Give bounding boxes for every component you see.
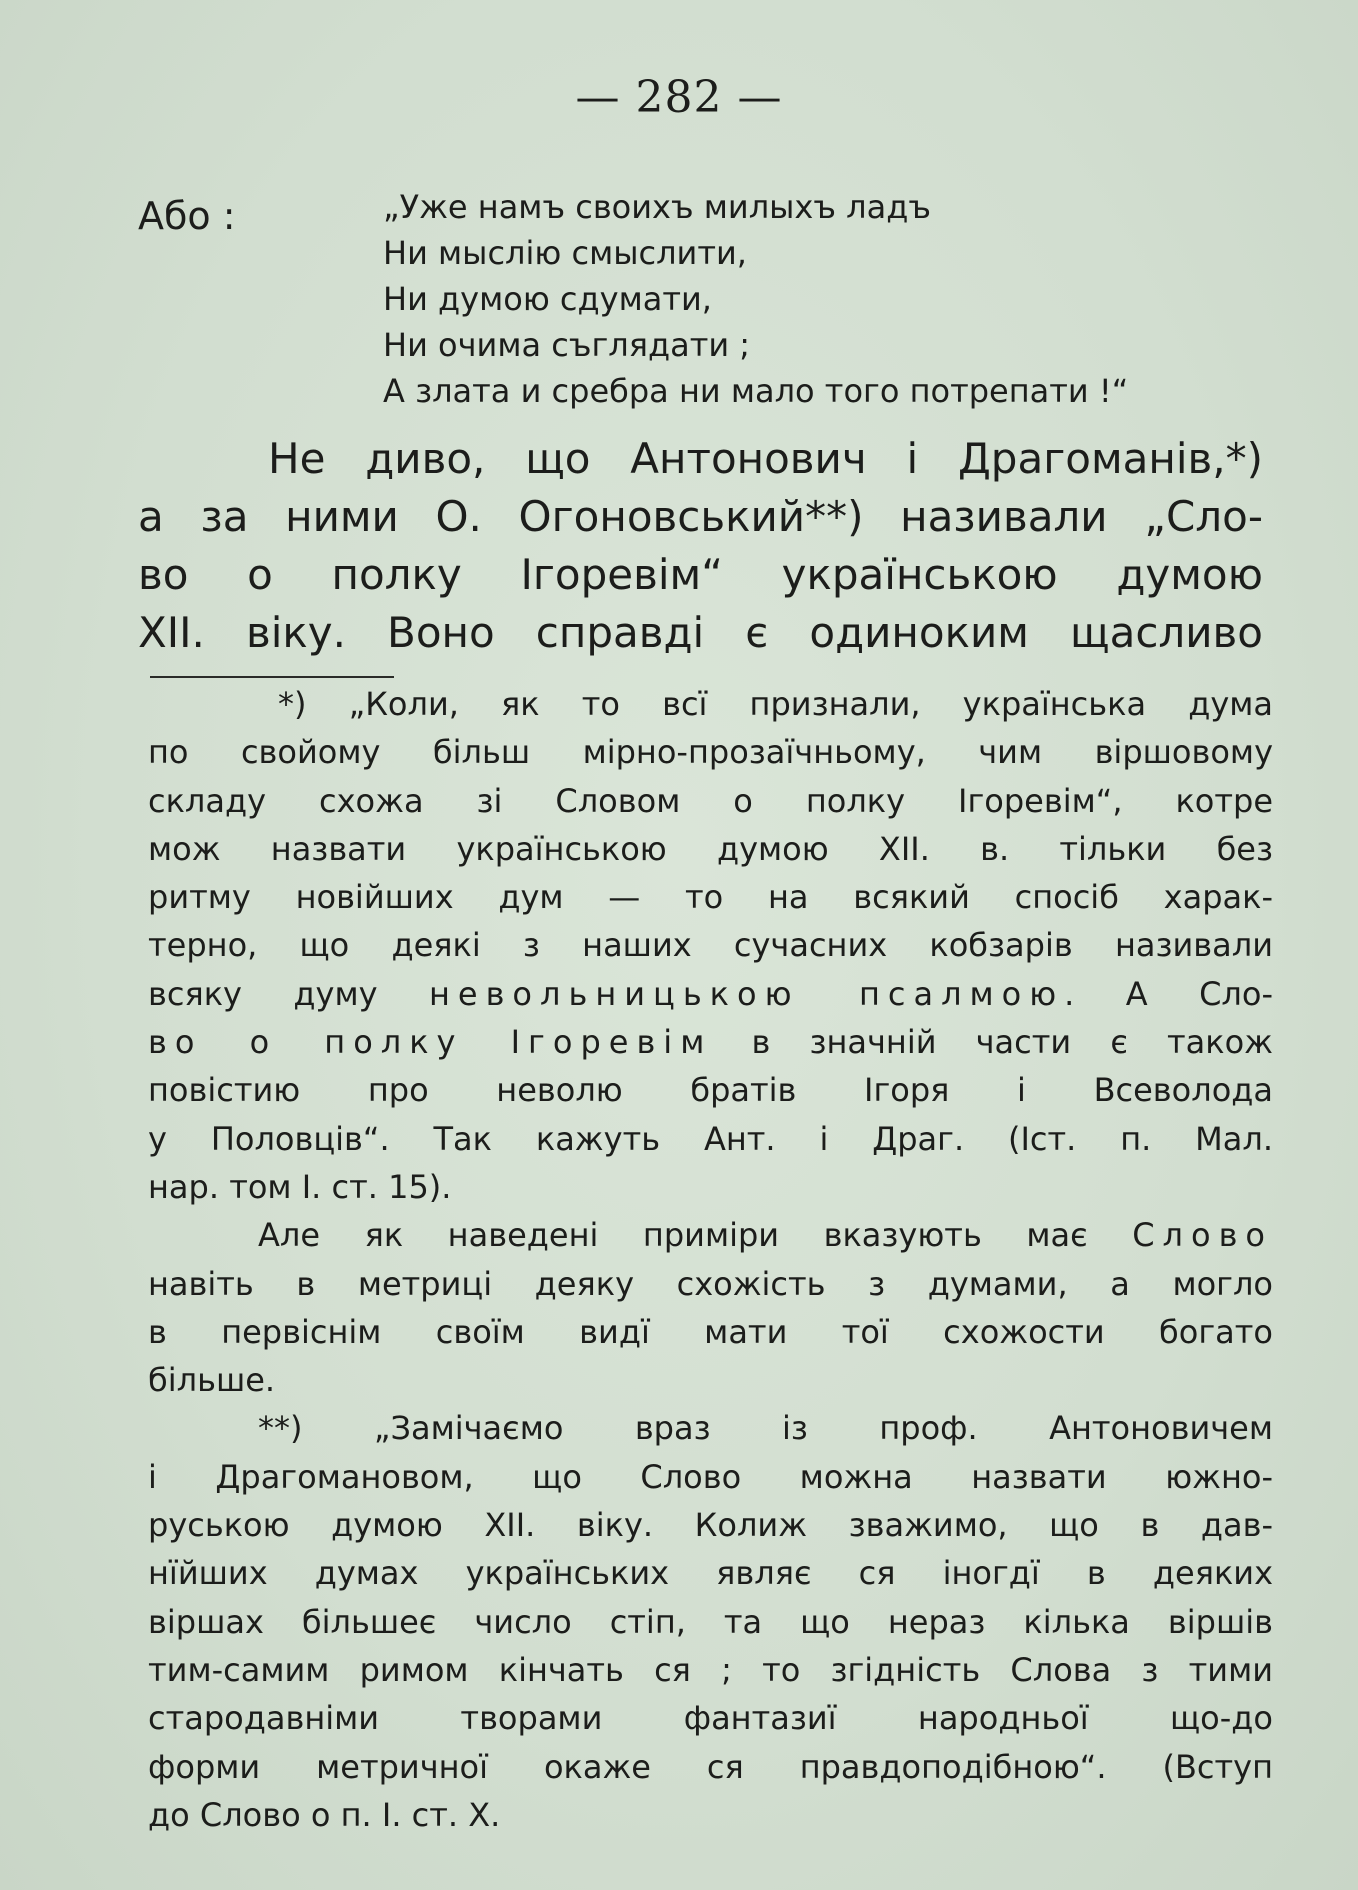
poem-label: Або : xyxy=(138,194,236,238)
footnote-line: мож назвати українською думою XII. в. тільки без xyxy=(148,829,1273,868)
footnote-line: ритму новійших дум — то на всякий спосіб харак- xyxy=(148,878,1273,917)
footnote-line: в первіснім своїм видї мати тої схожости богато xyxy=(148,1312,1273,1351)
poem-line: А злата и сребра ни мало того потрепати !“ xyxy=(383,372,1129,410)
footnote-line: по свойому більш мірно-прозаїчньому, чим віршовому xyxy=(148,733,1273,772)
footnote-text: Але як наведені приміри вказують має xyxy=(258,1216,1133,1255)
main-line: XII. віку. Воно справді є одиноким щасливо xyxy=(138,608,1263,657)
footnote-line xyxy=(148,1211,1273,1259)
footnote-line: тим-самим римом кінчать ся ; то згідність Слова з тими xyxy=(148,1650,1273,1689)
main-line: Не диво, що Антонович і Драгоманів,*) xyxy=(268,434,1263,483)
footnote-line: **) „Замічаємо враз із проф. Антоновичем xyxy=(258,1409,1273,1448)
footnote-line: терно, що деякі з наших сучасних кобзарів називали xyxy=(148,926,1273,965)
footnote-line: до Слово о п. І. ст. Х. xyxy=(148,1795,501,1834)
footnote-line: нар. том І. ст. 15). xyxy=(148,1167,452,1206)
footnote-emphasis: невольницькою псалмою xyxy=(428,974,1065,1013)
footnote-text: всяку думу xyxy=(148,974,429,1013)
main-line: а за ними О. Огоновський**) називали „Сло- xyxy=(138,492,1263,541)
poem-line: Ни мыслію смыслити, xyxy=(383,234,747,272)
footnote-emphasis: Слово xyxy=(1132,1216,1273,1255)
footnote-emphasis: во о полку Ігоревім xyxy=(148,1023,713,1062)
footnote-line: більше. xyxy=(148,1361,276,1400)
poem-quote xyxy=(383,184,1128,414)
footnote-line xyxy=(148,1018,1273,1066)
footnote-line: віршах більшеє число стіп, та що нераз кілька віршів xyxy=(148,1602,1273,1641)
footnote-line: у Половців“. Так кажуть Ант. і Драг. (Іст. п. Мал. xyxy=(148,1119,1273,1158)
main-paragraph xyxy=(138,430,1263,662)
footnote-text: . А Сло- xyxy=(1064,974,1273,1013)
footnote-line: *) „Коли, як то всї признали, українська дума xyxy=(278,685,1273,723)
footnote-text: в значній части є також xyxy=(712,1023,1274,1062)
footnote-line: стародавніми творами фантазиї народньої що-до xyxy=(148,1699,1273,1738)
poem-line: Ни очима съглядати ; xyxy=(383,326,751,364)
footnote-line: повістию про неволю братів Ігоря і Всеволода xyxy=(148,1071,1273,1110)
footnote-separator xyxy=(150,676,394,678)
footnote-line: складу схожа зі Словом о полку Ігоревім“, котре xyxy=(148,781,1273,820)
footnote-line: навіть в метриці деяку схожість з думами, а могло xyxy=(148,1264,1273,1303)
poem-line: Ни думою сдумати, xyxy=(383,280,712,318)
footnote-line: і Драгомановом, що Слово можна назвати южно- xyxy=(148,1457,1273,1496)
footnotes xyxy=(148,680,1273,1839)
page-number: — 282 — xyxy=(575,72,783,123)
footnote-line: руською думою XII. віку. Колиж зважимо, що в дав- xyxy=(148,1506,1273,1545)
main-line: во о полку Ігоревім“ українською думою xyxy=(138,550,1263,599)
poem-line: „Уже намъ своихъ милыхъ ладъ xyxy=(383,188,931,226)
footnote-line: форми метричної окаже ся правдоподібною“. (Вступ xyxy=(148,1747,1273,1786)
footnote-line: нїйших думах українських являє ся іногдї в деяких xyxy=(148,1554,1273,1593)
footnote-line xyxy=(148,970,1273,1018)
